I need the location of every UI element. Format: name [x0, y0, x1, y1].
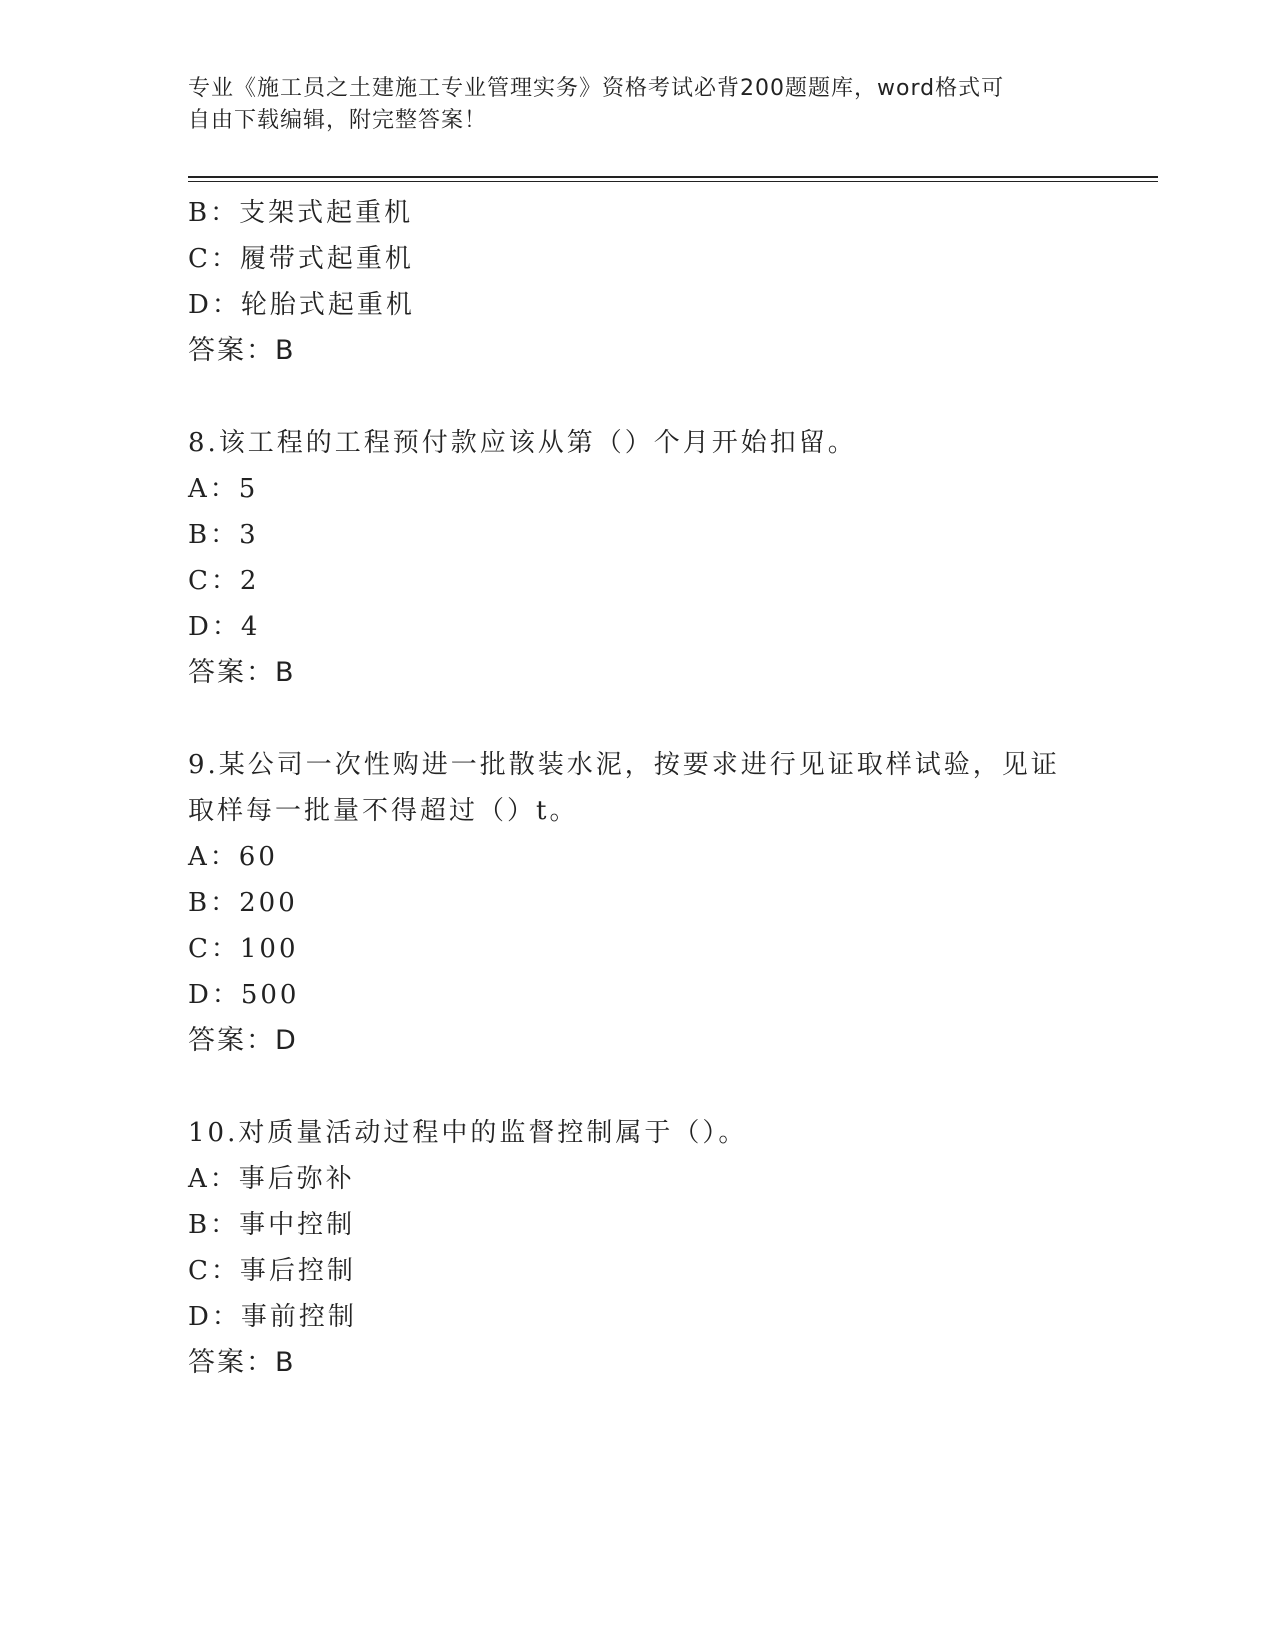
header-line-2: 自由下载编辑，附完整答案！ [188, 108, 488, 133]
option-b: B：200 [188, 888, 298, 918]
header-divider-thin [188, 181, 1158, 182]
question-text-line-1: 9.某公司一次性购进一批散装水泥，按要求进行见证取样试验，见证 [188, 750, 1060, 780]
spacer [188, 1064, 1088, 1110]
option-b: B：支架式起重机 [188, 198, 414, 228]
question-10 [188, 1110, 1088, 1386]
option-d: D：500 [188, 980, 300, 1010]
question-8 [188, 420, 1088, 696]
option-a: A：5 [188, 474, 259, 504]
question-7 [188, 190, 1088, 374]
option-d: D：4 [188, 612, 261, 642]
header-divider-thick [188, 176, 1158, 178]
header-line-1: 专业《施工员之土建施工专业管理实务》资格考试必背200题题库，word格式可 [188, 76, 1005, 101]
option-a: A：60 [188, 842, 278, 872]
option-c: C：2 [188, 566, 260, 596]
answer: 答案：B [188, 335, 296, 366]
spacer [188, 374, 1088, 420]
option-b: B：事中控制 [188, 1210, 356, 1240]
question-text: 8.该工程的工程预付款应该从第（）个月开始扣留。 [188, 428, 857, 458]
option-d: D：事前控制 [188, 1302, 357, 1332]
option-b: B：3 [188, 520, 259, 550]
question-list [188, 190, 1088, 1386]
option-d: D：轮胎式起重机 [188, 290, 415, 320]
option-c: C：100 [188, 934, 299, 964]
document-header [188, 73, 1068, 137]
option-c: C：履带式起重机 [188, 244, 414, 274]
answer: 答案：B [188, 657, 296, 688]
question-text: 10.对质量活动过程中的监督控制属于（）。 [188, 1118, 748, 1148]
answer: 答案：B [188, 1347, 296, 1378]
question-text-line-2: 取样每一批量不得超过（）t。 [188, 796, 579, 826]
option-a: A：事后弥补 [188, 1164, 355, 1194]
question-9 [188, 742, 1088, 1064]
answer: 答案：D [188, 1025, 298, 1056]
option-c: C：事后控制 [188, 1256, 356, 1286]
spacer [188, 696, 1088, 742]
